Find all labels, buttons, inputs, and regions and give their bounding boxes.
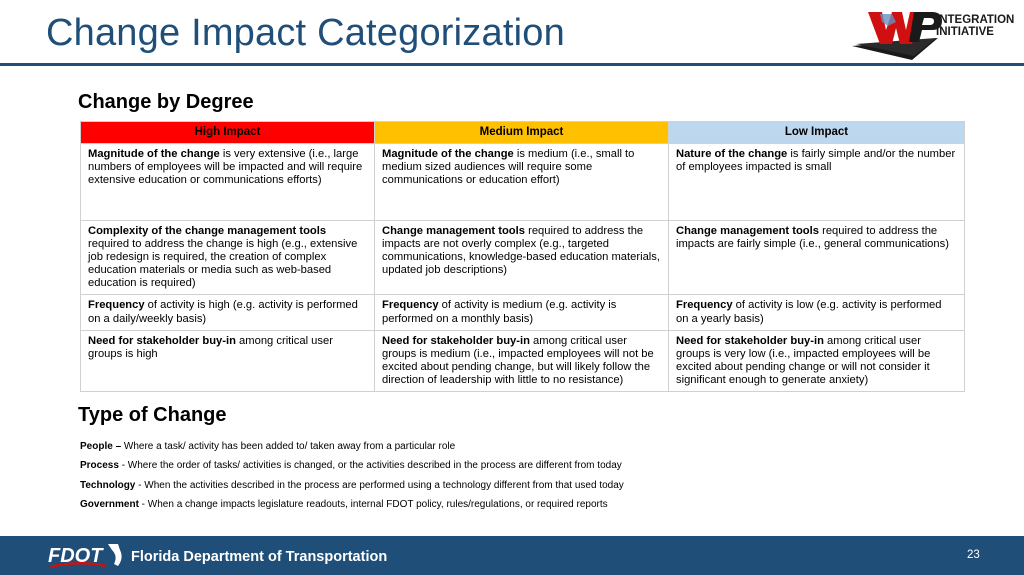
list-item: Government - When a change impacts legislature readouts, internal FDOT policy, rules/regulations, or required reports [80, 498, 608, 510]
footer-bar [0, 536, 1024, 575]
fdot-logo-icon [48, 542, 124, 570]
svg-text:FDOT: FDOT [48, 545, 103, 567]
logo-text [936, 14, 1014, 38]
table-cell: Frequency of activity is low (e.g. activity is performed on a yearly basis) [669, 295, 965, 330]
type-of-change-heading: Type of Change [78, 404, 227, 426]
table-cell: Change management tools required to address the impacts are fairly simple (i.e., general communications) [669, 221, 965, 295]
table-row [81, 221, 965, 295]
table-row [81, 330, 965, 391]
list-item: Technology - When the activities described in the process are performed using a technology different from that used today [80, 479, 624, 491]
page-number: 23 [967, 549, 980, 561]
impact-table [80, 121, 965, 392]
table-cell: Need for stakeholder buy-in among critical user groups is very low (i.e., impacted employees will be excited about pending change or will not consider it significant enough to generate anxiety) [669, 330, 965, 391]
list-item: Process - Where the order of tasks/ activities is changed, or the activities described in the process are different from today [80, 460, 622, 472]
table-cell: Magnitude of the change is very extensive (i.e., large numbers of employees will be impacted and will require extensive education or communications efforts) [81, 144, 375, 221]
column-header-medium-impact: Medium Impact [375, 122, 669, 144]
table-cell: Need for stakeholder buy-in among critical user groups is medium (i.e., impacted employees will not be excited about pending change, but will likely follow the direction of leadership with little to no resistance) [375, 330, 669, 391]
integration-initiative-logo [832, 6, 1024, 60]
logo-line-2: INITIATIVE [936, 26, 994, 38]
table-cell: Frequency of activity is medium (e.g. activity is performed on a monthly basis) [375, 295, 669, 330]
change-by-degree-heading: Change by Degree [78, 91, 254, 113]
type-of-change-list [80, 441, 624, 518]
table-row [81, 144, 965, 221]
table-cell: Frequency of activity is high (e.g. activity is performed on a daily/weekly basis) [81, 295, 375, 330]
table-cell: Change management tools required to address the impacts are not overly complex (e.g., targeted communications, knowledge-based education materials, updated job descriptions) [375, 221, 669, 295]
department-name: Florida Department of Transportation [131, 549, 388, 565]
list-item: People – Where a task/ activity has been added to/ taken away from a particular role [80, 441, 456, 452]
title-divider [0, 63, 1024, 66]
table-cell: Magnitude of the change is medium (i.e., small to medium sized audiences will require some communications or education effort) [375, 144, 669, 221]
column-header-low-impact: Low Impact [669, 122, 965, 144]
wp-logo-icon [852, 8, 942, 60]
slide-title: Change Impact Categorization [46, 12, 565, 54]
table-row [81, 295, 965, 330]
column-header-high-impact: High Impact [81, 122, 375, 144]
table-cell: Complexity of the change management tools required to address the change is high (e.g., extensive job redesign is required, the creation of complex education materials or media such as web-based education is required) [81, 221, 375, 295]
table-cell: Nature of the change is fairly simple and/or the number of employees impacted is small [669, 144, 965, 221]
table-cell: Need for stakeholder buy-in among critical user groups is high [81, 330, 375, 391]
logo-line-1: INTEGRATION [936, 14, 1015, 26]
